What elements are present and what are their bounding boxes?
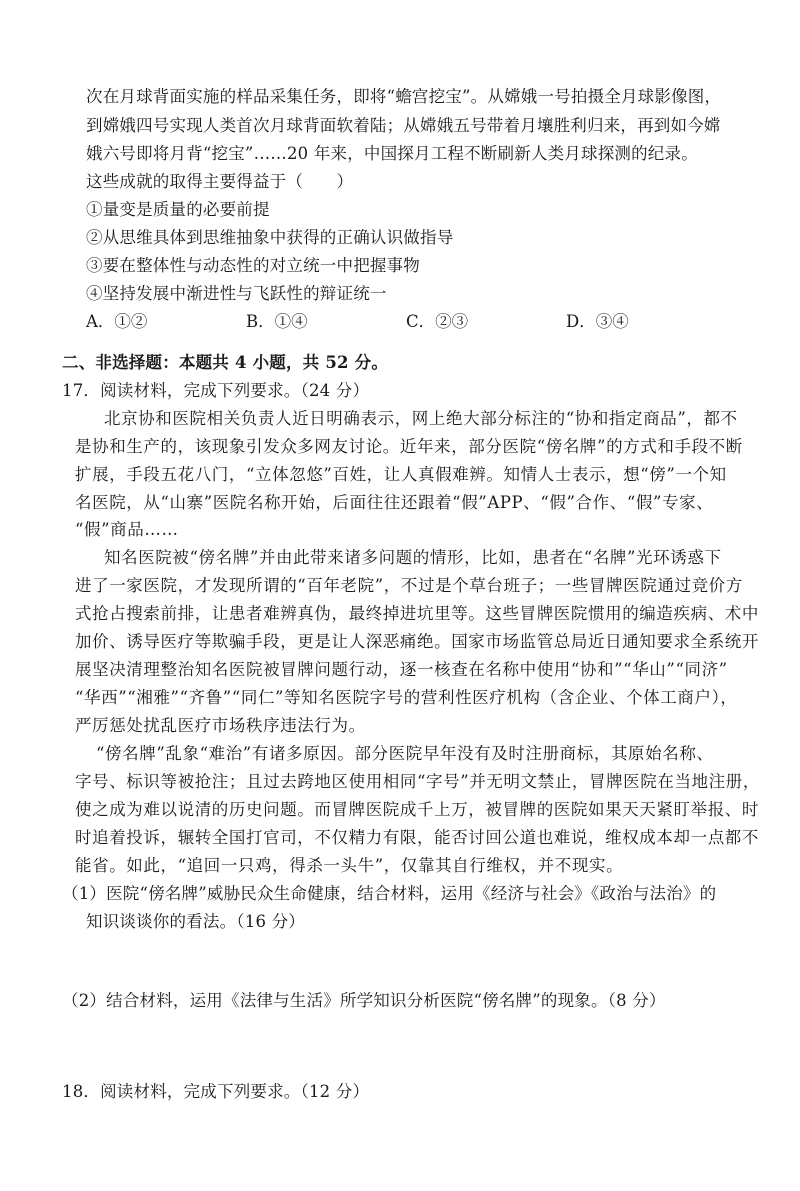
q17-material-p3-line-4: 时追着投诉，辗转全国打官司，不仅精力有限，能否讨回公道也难说，维权成本却一点都不	[75, 828, 759, 847]
q17-material-p1-line-3: 扩展，手段五花八门，“立体忽悠”百姓，让人真假难辨。知情人士表示，想“傍”一个知	[75, 465, 727, 484]
q17-subquestion-2: （2）结合材料，运用《法律与生活》所学知识分析医院“傍名牌”的现象。（8 分）	[62, 991, 666, 1010]
q16-stem-line-1: 次在月球背面实施的样品采集任务，即将“蟾宫挖宝”。从嫦娥一号拍摄全月球影像图，	[86, 87, 722, 106]
q17-material-p2-line-1: 知名医院被“傍名牌”并由此带来诸多问题的情形，比如，患者在“名牌”光环诱惑下	[104, 548, 722, 567]
q17-subquestion-1-line-2: 知识谈谈你的看法。（16 分）	[86, 912, 305, 931]
q16-stem-line-3: 娥六号即将月背“挖宝”……20 年来，中国探月工程不断刷新人类月球探测的纪录。	[86, 144, 698, 163]
q16-option-c: C．②③	[406, 312, 469, 331]
q16-option-d: D．③④	[566, 312, 629, 331]
q17-material-p2-line-6: “华西”“湘雅”“齐鲁”“同仁”等知名医院字号的营利性医疗机构（含企业、个体工商户），	[75, 688, 738, 707]
q17-material-p3-line-2: 字号、标识等被抢注；且过去跨地区使用相同“字号”并无明文禁止，冒牌医院在当地注册，	[75, 772, 760, 791]
q17-material-p2-line-2: 进了一家医院，才发现所谓的“百年老院”，不过是个草台班子；一些冒牌医院通过竞价方	[75, 576, 743, 595]
q17-material-p1-line-4: 名医院，从“山寨”医院名称开始，后面往往还跟着“假”APP、“假”合作、“假”专家、	[75, 493, 714, 512]
q17-material-p2-line-5: 展坚决清理整治知名医院被冒牌问题行动，逐一核查在名称中使用“协和”“华山”“同济”	[75, 660, 728, 679]
q17-material-p2-line-7: 严厉惩处扰乱医疗市场秩序违法行为。	[75, 716, 366, 735]
q17-material-p2-line-4: 加价、诱导医疗等欺骗手段，更是让人深恶痛绝。国家市场监管总局近日通知要求全系统开	[75, 632, 759, 651]
q16-option-a: A．①②	[86, 312, 148, 331]
q17-subquestion-1-line-1: （1）医院“傍名牌”威胁民众生命健康，结合材料，运用《经济与社会》《政治与法治》的	[62, 884, 717, 903]
q18-title: 18．阅读材料，完成下列要求。（12 分）	[62, 1082, 370, 1101]
q16-stem-line-2: 到嫦娥四号实现人类首次月球背面软着陆；从嫦娥五号带着月壤胜利归来，再到如今嫦	[86, 116, 721, 135]
q17-material-p1-line-1: 北京协和医院相关负责人近日明确表示，网上绝大部分标注的“协和指定商品”，都不	[104, 409, 738, 428]
q16-option-b: B．①④	[246, 312, 308, 331]
q16-statement-1: ①量变是质量的必要前提	[86, 200, 270, 219]
q17-material-p1-line-2: 是协和生产的，该现象引发众多网友讨论。近年来，部分医院“傍名牌”的方式和手段不断	[75, 437, 743, 456]
q17-material-p3-line-5: 能省。如此，“追回一只鸡，得杀一头牛”，仅靠其自行维权，并不现实。	[75, 856, 624, 875]
q17-material-p1-line-5: “假”商品……	[75, 520, 179, 539]
section-2-heading: 二、非选择题：本题共 4 小题，共 52 分。	[62, 353, 389, 372]
q17-material-p3-line-3: 使之成为难以说清的历史问题。而冒牌医院成千上万，被冒牌的医院如果天天紧盯举报、时	[75, 800, 759, 819]
q17-title: 17．阅读材料，完成下列要求。（24 分）	[62, 381, 370, 400]
q16-statement-2: ②从思维具体到思维抽象中获得的正确认识做指导	[86, 228, 454, 247]
q17-material-p3-line-1: “傍名牌”乱象“难治”有诸多原因。部分医院早年没有及时注册商标，其原始名称、	[96, 744, 714, 763]
q16-statement-4: ④坚持发展中渐进性与飞跃性的辩证统一	[86, 284, 387, 303]
q16-stem-line-4: 这些成就的取得主要得益于（ ）	[86, 172, 354, 191]
q17-material-p2-line-3: 式抢占搜索前排，让患者难辨真伪，最终掉进坑里等。这些冒牌医院惯用的编造疾病、术中	[75, 604, 759, 623]
q16-statement-3: ③要在整体性与动态性的对立统一中把握事物	[86, 256, 420, 275]
